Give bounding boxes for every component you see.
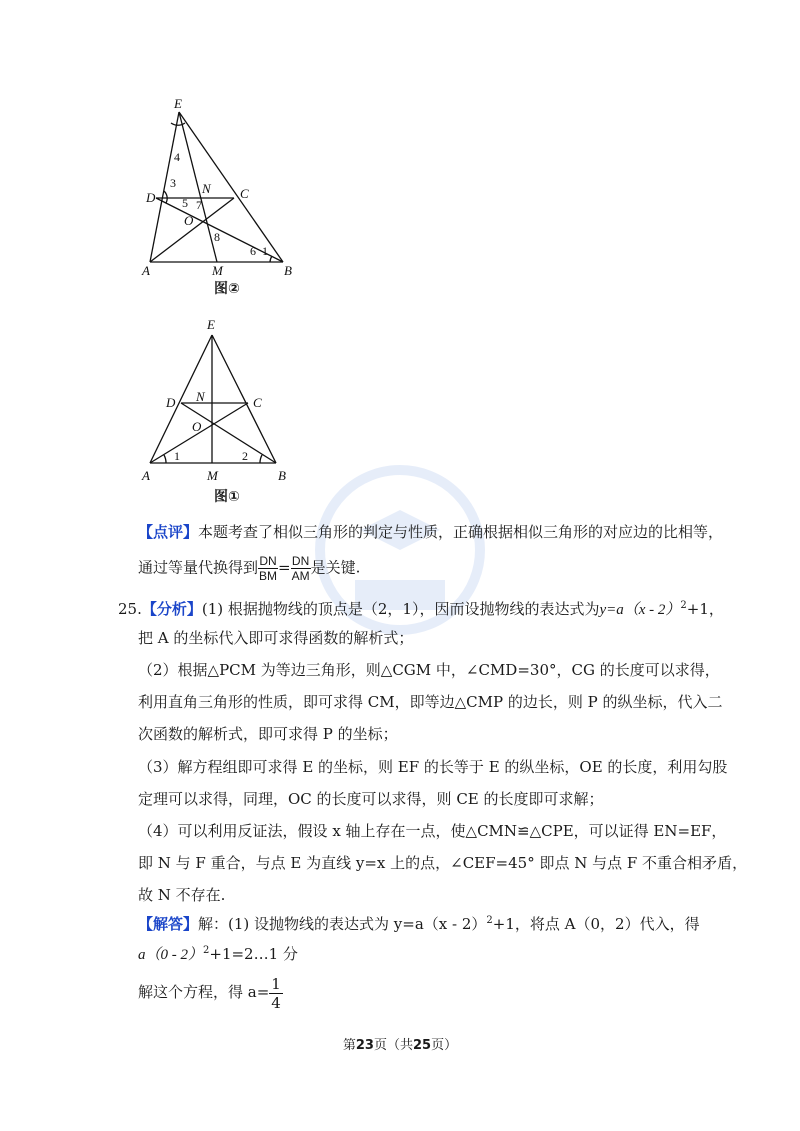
fig1-label-C: C bbox=[253, 395, 262, 410]
fraction-dn-am: $\frac{DN}{AM}$ bbox=[291, 554, 310, 583]
q25-fenxi-line-8: （4）可以利用反证法，假设 x 轴上存在一点，使△CMN≌△CPE，可以证得 EN=EF， bbox=[138, 822, 727, 840]
q25-number: 25. bbox=[118, 600, 142, 618]
fig2-label-C: C bbox=[240, 186, 249, 201]
fig1-label-A: A bbox=[142, 468, 150, 483]
fig1-label-O: O bbox=[192, 419, 202, 434]
page-number: 23 bbox=[355, 1038, 374, 1053]
fig2-label-B: B bbox=[284, 263, 292, 278]
fig1-label-M: M bbox=[207, 468, 218, 483]
fig2-angle-5: 5 bbox=[182, 196, 188, 210]
jieda-tag: 【解答】 bbox=[138, 915, 199, 933]
q25-jieda-line-2: a（0 - 2）$^2$+1=2…1 分 bbox=[138, 945, 298, 963]
fig2-label-N: N bbox=[202, 181, 211, 196]
fig1-angle-1: 1 bbox=[174, 449, 180, 463]
figure-1-caption: 图① bbox=[214, 489, 240, 505]
page-footer: 第23页（共25页） bbox=[342, 1038, 458, 1053]
fig2-angle-1: 1 bbox=[262, 244, 268, 258]
fig2-angle-6: 6 bbox=[250, 244, 256, 258]
fig1-label-B: B bbox=[278, 468, 286, 483]
figure-2-diagram bbox=[130, 95, 310, 280]
q25-fenxi-line-1: 25.【分析】(1) 根据抛物线的顶点是（2，1），因而设抛物线的表达式为y=a（x - 2）$^2$+1， bbox=[118, 600, 724, 618]
fig2-label-O: O bbox=[184, 213, 194, 228]
fig2-label-E: E bbox=[174, 96, 182, 111]
dianping-tag: 【点评】 bbox=[138, 523, 199, 541]
dianping-line-1: 【点评】本题考查了相似三角形的判定与性质，正确根据相似三角形的对应边的比相等， bbox=[138, 523, 724, 541]
q25-fenxi-line-9: 即 N 与 F 重合，与点 E 为直线 y=x 上的点，∠CEF=45° 即点 N 与点 F 不重合相矛盾， bbox=[138, 854, 748, 872]
q25-fenxi-line-5: 次函数的解析式，即可求得 P 的坐标； bbox=[138, 725, 398, 743]
fig1-label-N: N bbox=[196, 389, 205, 404]
fig1-angle-2: 2 bbox=[242, 449, 248, 463]
fig2-angle-4: 4 bbox=[174, 150, 180, 164]
fig2-angle-8: 8 bbox=[214, 230, 220, 244]
figure-2-caption: 图② bbox=[214, 281, 240, 297]
figure-1-diagram bbox=[130, 315, 310, 485]
q25-fenxi-line-7: 定理可以求得，同理，OC 的长度可以求得，则 CE 的长度即可求解； bbox=[138, 790, 604, 808]
q25-fenxi-line-2: 把 A 的坐标代入即可求得函数的解析式； bbox=[138, 629, 414, 647]
q25-fenxi-line-6: （3）解方程组即可求得 E 的坐标，则 EF 的长等于 E 的纵坐标，OE 的长度，利用勾股 bbox=[138, 758, 728, 776]
fraction-dn-bm: $\frac{DN}{BM}$ bbox=[259, 554, 278, 583]
fraction-one-quarter: $\frac{1}{4}$ bbox=[271, 974, 281, 1012]
q25-fenxi-line-4: 利用直角三角形的性质，即可求得 CM，即等边△CMP 的边长，则 P 的纵坐标，代入二 bbox=[138, 693, 723, 711]
q25-fenxi-line-10: 故 N 不存在. bbox=[138, 886, 226, 904]
page-total: 25 bbox=[413, 1038, 432, 1053]
fig2-label-A: A bbox=[142, 263, 150, 278]
fig2-angle-7: 7 bbox=[196, 198, 202, 212]
fig2-label-D: D bbox=[146, 190, 156, 205]
q25-jieda-line-3: 解这个方程，得 a= $\frac{1}{4}$ bbox=[138, 974, 281, 1012]
fig2-label-M: M bbox=[212, 263, 223, 278]
fenxi-tag: 【分析】 bbox=[141, 600, 202, 618]
fig2-angle-3: 3 bbox=[170, 176, 176, 190]
fig1-label-E: E bbox=[207, 317, 215, 332]
q25-jieda-line-1: 【解答】解：(1) 设抛物线的表达式为 y=a（x - 2）$^2$+1，将点 A（0，2）代入，得 bbox=[138, 915, 700, 933]
dianping-line-2: 通过等量代换得到 $\frac{DN}{BM}$ = $\frac{DN}{AM}$ 是关键. bbox=[138, 554, 361, 583]
q25-fenxi-line-3: （2）根据△PCM 为等边三角形，则△CGM 中，∠CMD=30°，CG 的长度可以求得， bbox=[138, 661, 720, 679]
fig1-label-D: D bbox=[166, 395, 176, 410]
